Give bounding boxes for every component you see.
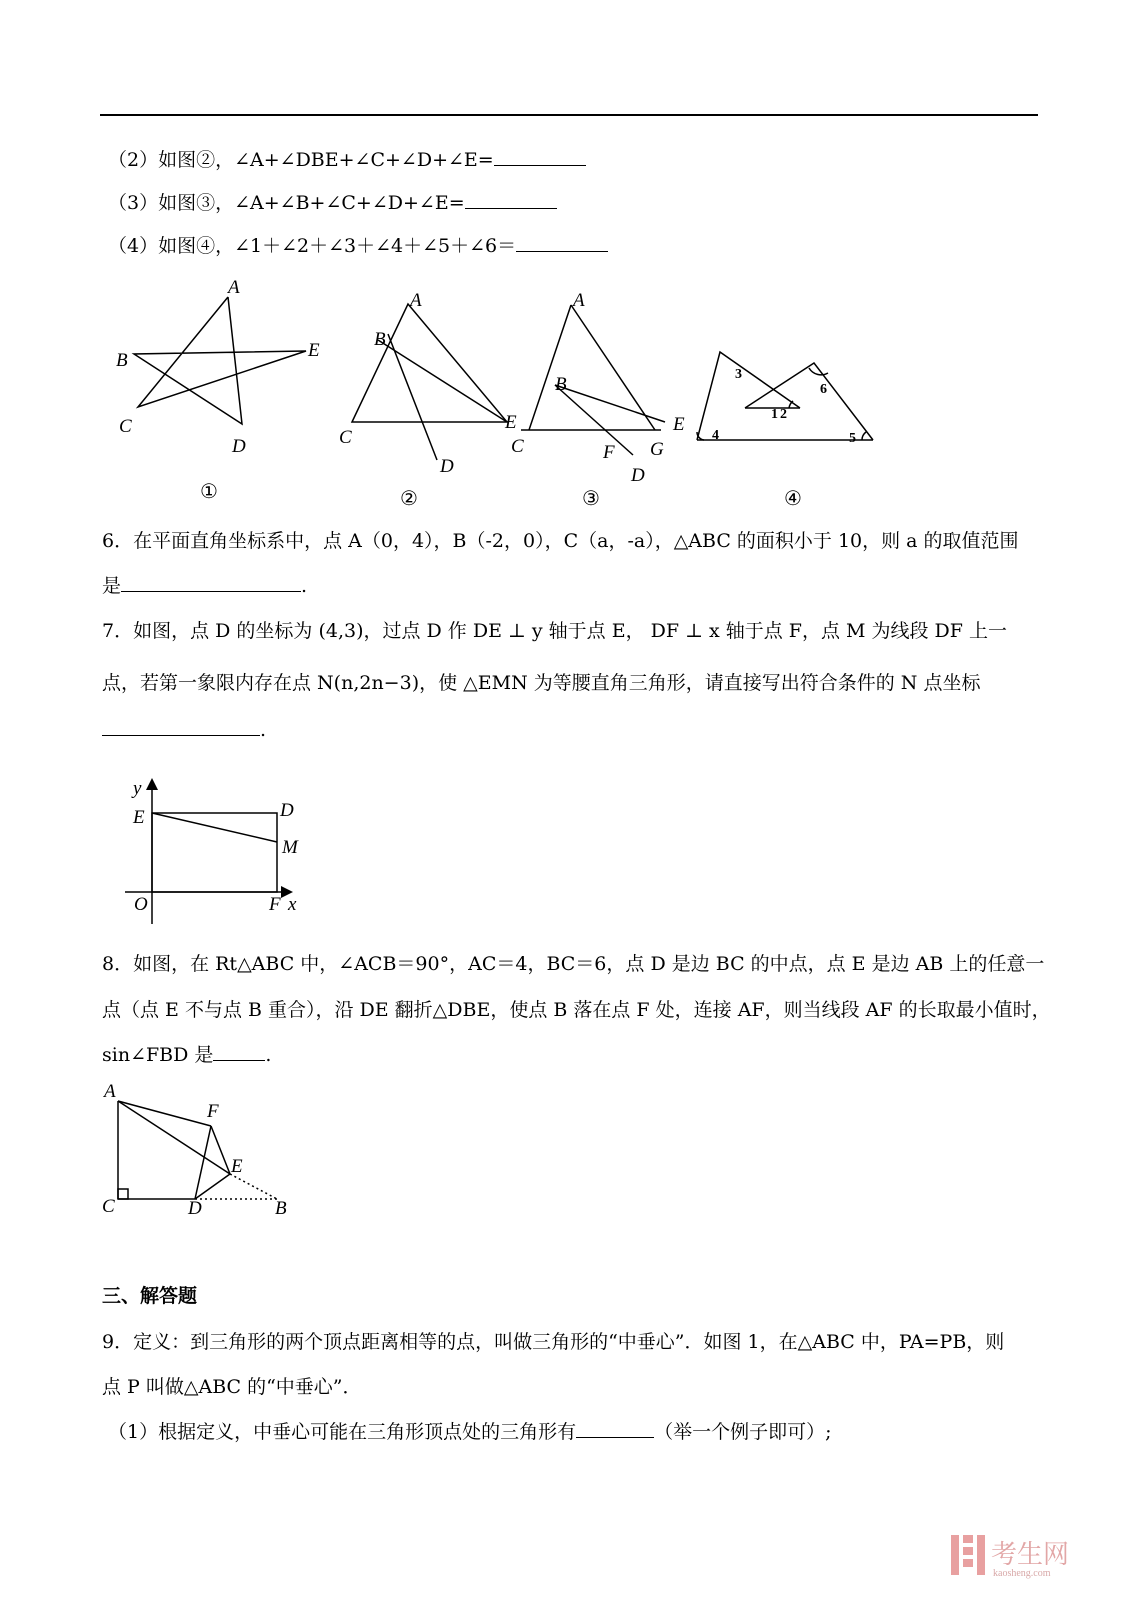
q7-line3: . [102, 718, 266, 742]
fig2-caption: ② [400, 488, 418, 510]
fig4-label-4: 4 [712, 428, 719, 443]
q6-line1: 6．在平面直角坐标系中，点 A（0，4），B（-2，0），C（a，-a），△ABC 的面积小于 10，则 a 的取值范围 [102, 530, 1019, 552]
label-c: C [102, 1196, 115, 1217]
line-fd [195, 1126, 211, 1199]
line-af [118, 1101, 211, 1126]
fig1-label-a: A [228, 277, 240, 298]
q8-line2: 点（点 E 不与点 B 重合），沿 DE 翻折△DBE，使点 B 落在点 F 处，连接 AF，则当线段 AF 的长取最小值时， [102, 999, 1051, 1021]
fig2-label-a: A [410, 290, 422, 311]
label-b: B [275, 1198, 287, 1219]
label-e: E [133, 807, 145, 828]
q7-line1: 7．如图，点 D 的坐标为 (4,3)，过点 D 作 DE ⊥ y 轴于点 E， DF ⊥ x 轴于点 F，点 M 为线段 DF 上一 [102, 620, 1007, 642]
line-fe [211, 1126, 230, 1174]
fig2-label-d: D [440, 456, 454, 477]
q5-part3: （3）如图③，∠A+∠B+∠C+∠D+∠E= [108, 191, 557, 215]
fig4-label-1: 1 [771, 407, 778, 422]
q8-line3: sin∠FBD 是 . [102, 1044, 272, 1066]
q5-part2: （2）如图②，∠A+∠DBE+∠C+∠D+∠E= [108, 148, 586, 172]
label-o: O [134, 894, 148, 915]
q8-line1: 8．如图，在 Rt△ABC 中，∠ACB＝90°，AC＝4，BC＝6，点 D 是边 BC 的中点，点 E 是边 AB 上的任意一 [102, 953, 1045, 975]
watermark-url: kaosheng.com [993, 1568, 1051, 1579]
fig2-label-c: C [339, 427, 352, 448]
fig4-caption: ④ [784, 488, 802, 510]
fig1-label-d: D [232, 436, 246, 457]
fig3-label-a: A [573, 290, 585, 311]
answer-blank[interactable] [576, 1421, 654, 1438]
label-m: M [282, 837, 298, 858]
fig3-label-d: D [631, 465, 645, 486]
fig4-label-5: 5 [849, 431, 856, 446]
q9-line2: 点 P 叫做△ABC 的“中垂心”． [102, 1376, 362, 1398]
label-a: A [104, 1081, 116, 1102]
fig1-label-e: E [308, 340, 320, 361]
fig4-label-2: 2 [780, 407, 787, 422]
section-title: 三、解答题 [102, 1285, 198, 1307]
watermark [951, 1531, 1091, 1579]
right-angle-mark [118, 1189, 128, 1199]
fig4-label-3: 3 [735, 367, 742, 382]
q9-part1: （1）根据定义，中垂心可能在三角形顶点处的三角形有 （举一个例子即可）; [108, 1421, 832, 1443]
q6-line2: 是 . [102, 575, 308, 597]
fig2-label-e: E [505, 412, 517, 433]
watermark-brand: 考生网 [991, 1540, 1070, 1569]
q9-line1: 9．定义：到三角形的两个顶点距离相等的点，叫做三角形的“中垂心”．如图 1，在△ABC 中，PA=PB，则 [102, 1331, 1005, 1353]
axis-label-y: y [133, 778, 142, 799]
label-f: F [269, 894, 281, 915]
axis-label-x: x [288, 894, 297, 915]
fig1-label-b: B [116, 350, 128, 371]
fig3-label-g: G [650, 439, 664, 460]
fig3-label-f: F [603, 442, 615, 463]
fig1-label-c: C [119, 416, 132, 437]
label-f: F [207, 1101, 219, 1122]
fig3-label-e: E [673, 414, 685, 435]
label-e: E [231, 1156, 243, 1177]
label-d: D [280, 800, 294, 821]
label-d: D [188, 1198, 202, 1219]
watermark-logo-icon [951, 1531, 1091, 1579]
fig3-label-c: C [511, 436, 524, 457]
q7-line2: 点，若第一象限内存在点 N(n,2n−3)，使 △EMN 为等腰直角三角形，请直接写出符合条件的 N 点坐标 [102, 672, 981, 694]
q5-part4: （4）如图④，∠1＋∠2＋∠3＋∠4＋∠5＋∠6＝ [108, 234, 608, 258]
fig3-label-b: B [555, 374, 567, 395]
fig4-label-6: 6 [820, 382, 827, 397]
fig3-caption: ③ [582, 488, 600, 510]
fig1-caption: ① [200, 481, 218, 503]
dotted-eb [230, 1174, 277, 1199]
fig2-label-b: B [374, 329, 386, 350]
